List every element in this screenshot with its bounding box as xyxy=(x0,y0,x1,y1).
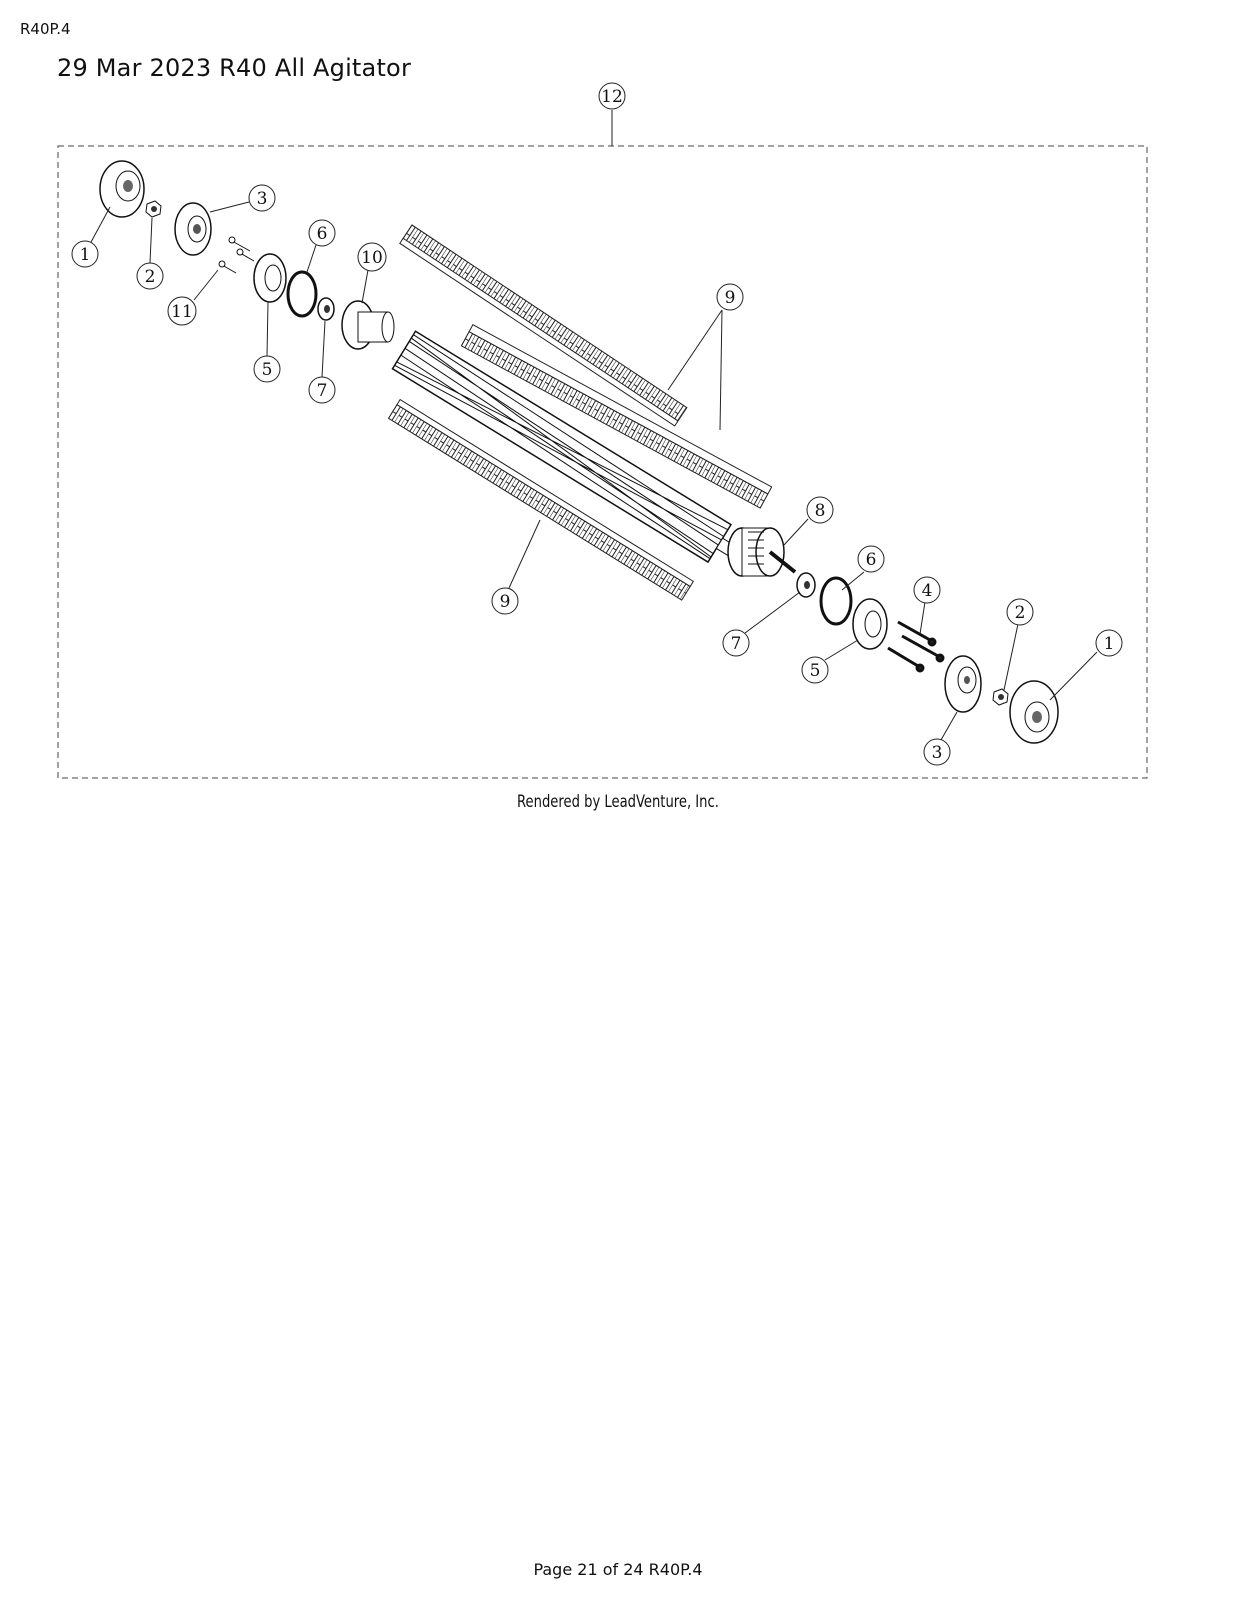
callout-7 xyxy=(723,630,749,656)
svg-text:6: 6 xyxy=(865,550,877,570)
end-cap-right xyxy=(1010,681,1058,743)
svg-text:8: 8 xyxy=(814,501,826,521)
svg-text:5: 5 xyxy=(809,661,821,681)
nut-left xyxy=(146,201,161,217)
svg-text:3: 3 xyxy=(931,743,943,763)
callout-2 xyxy=(137,263,163,289)
screws-left xyxy=(219,237,254,273)
callout-1 xyxy=(1096,630,1122,656)
bearing-left xyxy=(318,298,334,320)
retainer-plate-left xyxy=(254,254,286,302)
callout-5 xyxy=(802,657,828,683)
bearing-housing-left xyxy=(175,203,211,255)
callout-8 xyxy=(807,497,833,523)
svg-text:1: 1 xyxy=(79,245,91,265)
callout-5 xyxy=(254,356,280,382)
svg-text:7: 7 xyxy=(730,634,742,654)
svg-text:1: 1 xyxy=(1103,634,1115,654)
bearing-housing-right xyxy=(945,656,981,712)
callout-3 xyxy=(249,185,275,211)
callout-2 xyxy=(1007,599,1033,625)
callout-1 xyxy=(72,241,98,267)
callout-4 xyxy=(914,577,940,603)
callout-6 xyxy=(858,546,884,572)
svg-text:9: 9 xyxy=(724,288,736,308)
drive-hub xyxy=(342,301,394,349)
page-title: 29 Mar 2023 R40 All Agitator xyxy=(57,54,412,82)
pulley-assembly xyxy=(728,528,795,576)
callout-11 xyxy=(168,297,196,325)
nut-right xyxy=(993,689,1008,705)
page-code: R40P.4 xyxy=(20,20,71,38)
end-cap-left xyxy=(100,161,144,217)
callout-3 xyxy=(924,739,950,765)
o-ring-left xyxy=(288,272,316,316)
svg-text:11: 11 xyxy=(171,302,193,322)
svg-text:4: 4 xyxy=(921,581,933,601)
page-footer: Page 21 of 24 R40P.4 xyxy=(533,1560,703,1579)
callout-9 xyxy=(717,284,743,310)
bolts-right xyxy=(888,622,943,671)
callout-12 xyxy=(599,83,625,109)
svg-text:12: 12 xyxy=(601,87,623,107)
callout-7 xyxy=(309,377,335,403)
svg-text:6: 6 xyxy=(316,224,328,244)
bearing-right xyxy=(797,573,815,597)
callout-9 xyxy=(492,588,518,614)
o-ring-right xyxy=(821,578,851,624)
svg-text:5: 5 xyxy=(261,360,273,380)
svg-text:2: 2 xyxy=(144,267,156,287)
svg-text:3: 3 xyxy=(256,189,268,209)
svg-text:10: 10 xyxy=(361,248,383,268)
retainer-plate-right xyxy=(853,599,887,649)
callout-6 xyxy=(309,220,335,246)
svg-text:9: 9 xyxy=(499,592,511,612)
svg-text:7: 7 xyxy=(316,381,328,401)
render-credit: Rendered by LeadVenture, Inc. xyxy=(517,792,719,812)
callout-10 xyxy=(358,243,386,271)
svg-text:2: 2 xyxy=(1014,603,1026,623)
